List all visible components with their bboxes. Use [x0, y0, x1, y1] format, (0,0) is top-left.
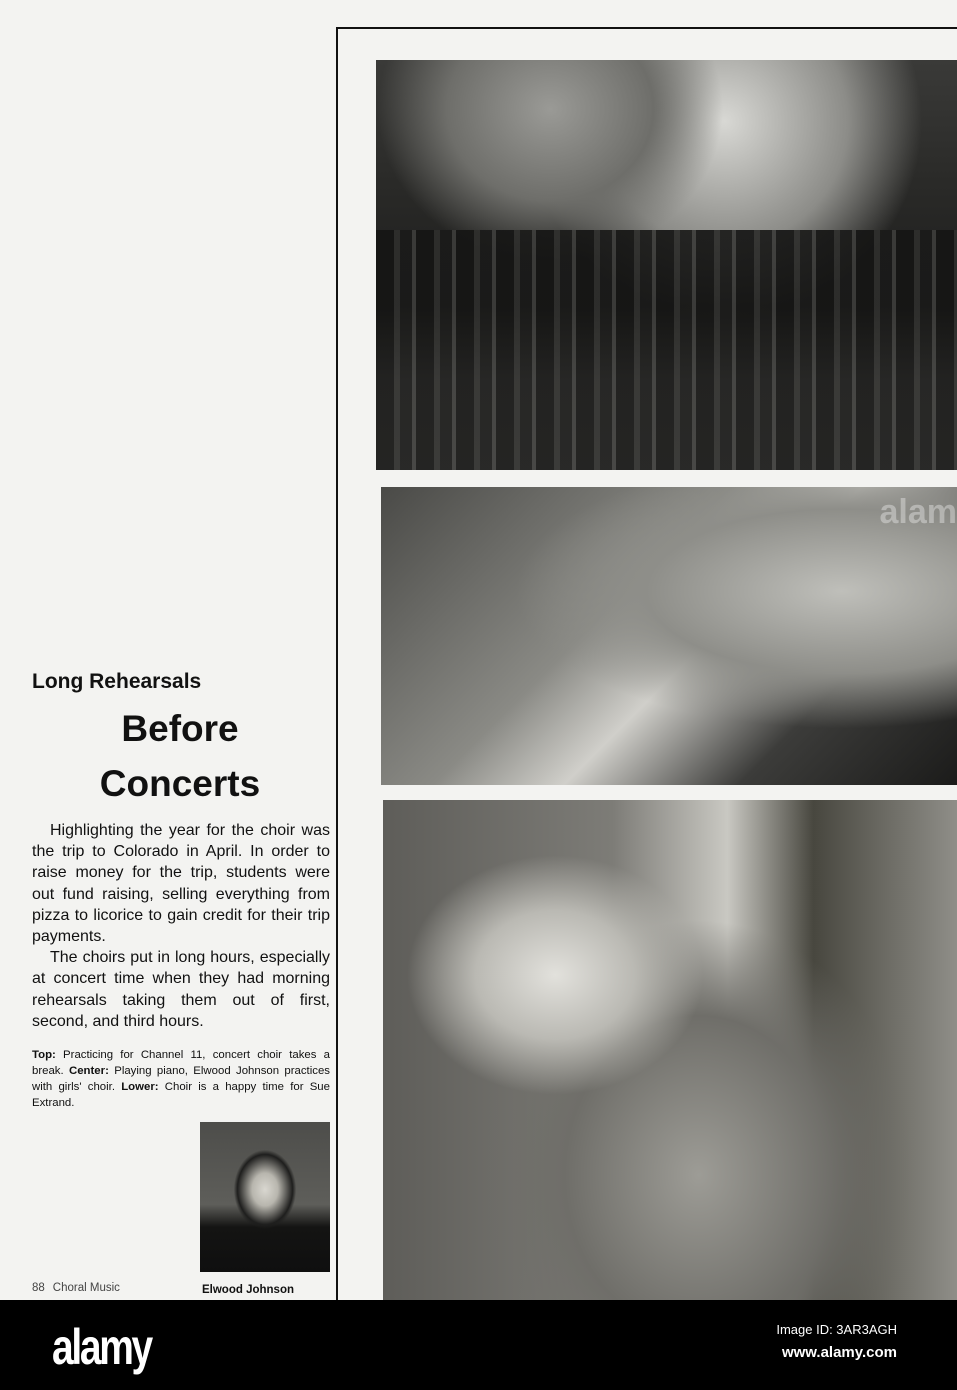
folio — [32, 1282, 128, 1294]
site-url: www.alamy.com — [781, 1344, 897, 1361]
caption-text-center: Playing piano, Elwood Johnson practices with girls' choir. — [32, 1065, 330, 1093]
caption-label-top: Top: — [32, 1049, 56, 1061]
photo-piano-rehearsal — [381, 487, 957, 785]
portrait-name: Elwood Johnson — [202, 1284, 294, 1296]
paragraph: The choirs put in long hours, especially at concert time when they had morning rehearsals taking them out of first, second, and third hours. — [32, 949, 330, 1030]
page-number: 88 — [32, 1282, 45, 1294]
alamy-logo: alamy — [52, 1319, 151, 1375]
caption-text-top: Practicing for Channel 11, concert choir takes a break. — [32, 1049, 330, 1077]
caption-label-center: Center: — [69, 1065, 109, 1077]
headline-line-1: Before — [121, 708, 239, 749]
section-name: Choral Music — [52, 1282, 120, 1294]
article-body — [32, 820, 330, 1032]
photo-concert-choir-on-stage — [376, 60, 957, 470]
choir-group — [376, 230, 957, 470]
portrait-photo — [200, 1122, 330, 1272]
paragraph: Highlighting the year for the choir was the trip to Colorado in April. In order to raise money for the trip, students were out fund raising, selling everything from pizza to licorice to gain credit for their trip payments. — [32, 822, 330, 946]
headline-line-2: Concerts — [99, 763, 261, 804]
photo-caption — [32, 1047, 330, 1111]
image-id: Image ID: 3AR3AGH — [776, 1322, 897, 1337]
caption-label-lower: Lower: — [121, 1081, 159, 1093]
kicker: Long Rehearsals — [32, 670, 202, 693]
photo-sue-extrand — [383, 800, 957, 1300]
caption-text-lower: Choir is a happy time for Sue Extrand. — [32, 1081, 330, 1109]
watermark-overlay: alam — [879, 493, 957, 531]
